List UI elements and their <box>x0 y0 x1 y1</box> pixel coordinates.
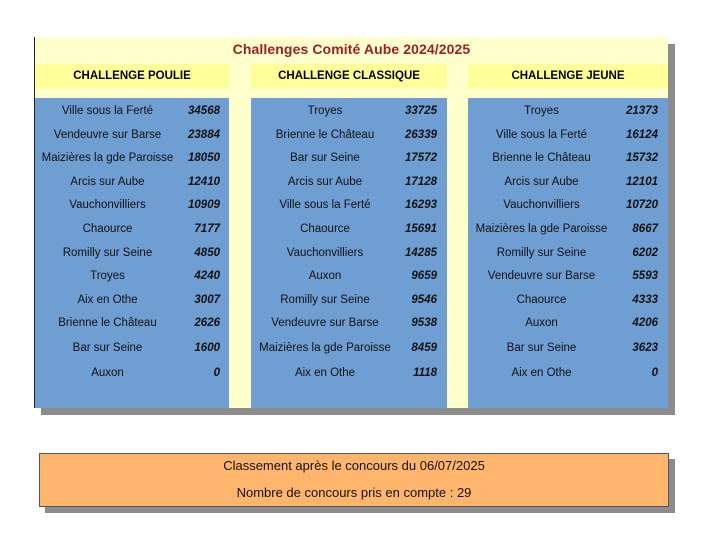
club-score: 1118 <box>413 367 437 379</box>
column-challenge-jeune <box>468 98 668 408</box>
club-score: 8459 <box>411 342 437 354</box>
club-name: Auxon <box>308 270 342 282</box>
club-score: 9538 <box>411 317 437 329</box>
club-name: Maizières la gde Paroisse <box>259 342 391 354</box>
club-name: Maizières la gde Paroisse <box>41 152 174 164</box>
club-name: Arcis sur Aube <box>70 176 145 188</box>
club-name: Aix en Othe <box>294 367 356 379</box>
club-score: 10720 <box>626 199 658 211</box>
club-name: Romilly sur Seine <box>62 247 153 259</box>
club-score: 10909 <box>188 199 220 211</box>
club-score: 15732 <box>626 152 658 164</box>
club-score: 21373 <box>626 105 658 117</box>
table-row <box>35 125 229 145</box>
contest-count-text: Nombre de concours pris en compte : 29 <box>236 485 472 500</box>
table-row <box>468 195 668 215</box>
table-row <box>468 290 668 310</box>
club-score: 9546 <box>411 294 437 306</box>
club-name: Auxon <box>525 317 558 329</box>
header-challenge-poulie: CHALLENGE POULIE <box>35 64 229 88</box>
club-name: Romilly sur Seine <box>280 294 370 306</box>
table-row <box>468 101 668 121</box>
table-row <box>468 338 668 358</box>
table-row <box>468 363 668 383</box>
club-name: Brienne le Château <box>492 152 591 164</box>
table-row <box>251 266 447 286</box>
club-score: 17128 <box>405 176 437 188</box>
table-row <box>251 338 447 358</box>
club-name: Ville sous la Ferté <box>279 199 371 211</box>
table-row <box>35 243 229 263</box>
club-score: 9659 <box>411 270 437 282</box>
club-score: 0 <box>651 367 658 379</box>
club-name: Arcis sur Aube <box>504 176 579 188</box>
club-score: 2626 <box>194 317 220 329</box>
header-challenge-jeune: CHALLENGE JEUNE <box>468 64 668 88</box>
table-row <box>35 195 229 215</box>
sheet-title: Challenges Comité Aube 2024/2025 <box>232 41 471 57</box>
club-score: 12410 <box>188 176 220 188</box>
club-name: Vendeuvre sur Barse <box>487 270 596 282</box>
table-row <box>251 243 447 263</box>
club-name: Troyes <box>90 270 125 282</box>
club-score: 5593 <box>632 270 658 282</box>
table-row <box>35 290 229 310</box>
club-name: Vendeuvre sur Barse <box>53 129 162 141</box>
column-challenge-classique <box>251 98 447 408</box>
table-row <box>468 313 668 333</box>
table-row <box>468 243 668 263</box>
club-name: Chaource <box>300 223 350 235</box>
column-challenge-poulie <box>35 98 229 408</box>
club-name: Aix en Othe <box>77 294 138 306</box>
club-name: Vauchonvilliers <box>503 199 580 211</box>
table-row <box>251 101 447 121</box>
club-score: 18050 <box>188 152 220 164</box>
table-row <box>35 266 229 286</box>
table-row <box>35 313 229 333</box>
table-row <box>251 313 447 333</box>
club-name: Maizières la gde Paroisse <box>475 223 608 235</box>
club-score: 7177 <box>194 223 220 235</box>
challenge-sheet <box>34 37 668 408</box>
table-row <box>251 363 447 383</box>
club-score: 17572 <box>405 152 437 164</box>
table-row <box>251 148 447 168</box>
table-row <box>35 338 229 358</box>
club-score: 12101 <box>626 176 658 188</box>
club-name: Troyes <box>524 105 559 117</box>
club-name: Ville sous la Ferté <box>61 105 154 117</box>
club-name: Ville sous la Ferté <box>495 129 588 141</box>
club-name: Bar sur Seine <box>506 342 577 354</box>
club-name: Aix en Othe <box>511 367 572 379</box>
table-row <box>251 290 447 310</box>
club-score: 23884 <box>188 129 220 141</box>
club-name: Troyes <box>307 105 343 117</box>
club-name: Bar sur Seine <box>290 152 360 164</box>
table-row <box>251 219 447 239</box>
table-row <box>251 172 447 192</box>
club-name: Brienne le Château <box>58 317 157 329</box>
club-name: Bar sur Seine <box>72 342 143 354</box>
club-score: 4206 <box>632 317 658 329</box>
club-score: 4850 <box>194 247 220 259</box>
club-name: Brienne le Château <box>275 129 375 141</box>
table-row <box>251 125 447 145</box>
club-score: 26339 <box>405 129 437 141</box>
table-row <box>468 266 668 286</box>
club-score: 14285 <box>405 247 437 259</box>
club-name: Vauchonvilliers <box>69 199 146 211</box>
club-name: Chaource <box>82 223 133 235</box>
ranking-date-text: Classement après le concours du 06/07/2025 <box>223 458 485 473</box>
club-name: Chaource <box>516 294 567 306</box>
club-score: 16124 <box>626 129 658 141</box>
club-score: 16293 <box>405 199 437 211</box>
club-name: Auxon <box>91 367 124 379</box>
club-score: 0 <box>213 367 220 379</box>
club-score: 34568 <box>188 105 220 117</box>
table-row <box>35 101 229 121</box>
club-score: 33725 <box>405 105 437 117</box>
header-challenge-classique: CHALLENGE CLASSIQUE <box>251 64 447 88</box>
club-score: 6202 <box>632 247 658 259</box>
ranking-info-box <box>39 453 669 507</box>
club-score: 15691 <box>405 223 437 235</box>
table-row <box>35 172 229 192</box>
table-row <box>468 172 668 192</box>
table-row <box>35 363 229 383</box>
club-score: 4333 <box>632 294 658 306</box>
club-score: 3007 <box>194 294 220 306</box>
club-score: 8667 <box>632 223 658 235</box>
table-row <box>468 148 668 168</box>
club-score: 3623 <box>632 342 658 354</box>
table-row <box>468 219 668 239</box>
club-score: 4240 <box>194 270 220 282</box>
table-row <box>251 195 447 215</box>
table-row <box>35 219 229 239</box>
table-row <box>468 125 668 145</box>
table-row <box>35 148 229 168</box>
club-name: Vendeuvre sur Barse <box>271 317 379 329</box>
club-name: Arcis sur Aube <box>287 176 363 188</box>
club-name: Romilly sur Seine <box>496 247 587 259</box>
club-score: 1600 <box>194 342 220 354</box>
club-name: Vauchonvilliers <box>286 247 364 259</box>
